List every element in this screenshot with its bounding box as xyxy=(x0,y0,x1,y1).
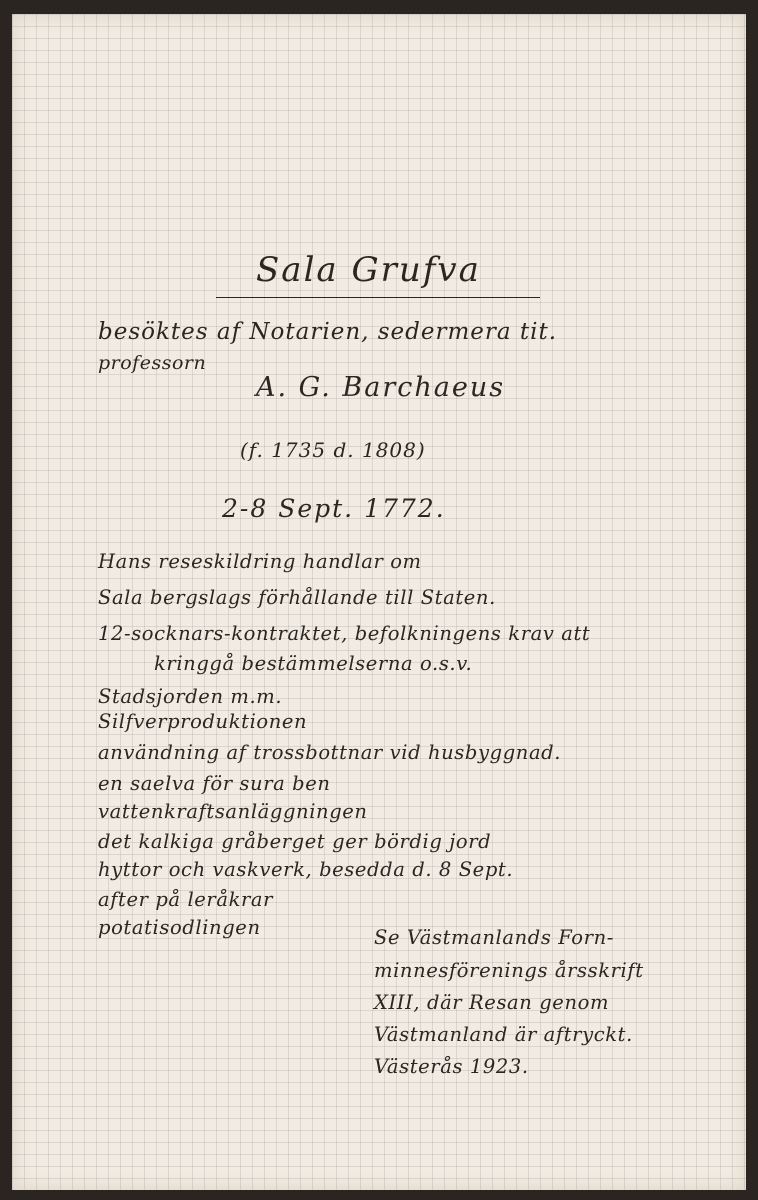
body-line: det kalkiga gråberget ger bördig jord xyxy=(98,830,492,853)
title-underline xyxy=(216,297,540,298)
body-line: kringgå bestämmelserna o.s.v. xyxy=(154,652,473,675)
intro-line-1: besöktes af Notarien, sedermera tit. xyxy=(98,319,558,345)
body-line: Stadsjorden m.m. xyxy=(98,685,283,708)
intro-line-2: professorn xyxy=(98,352,207,374)
body-line: Hans reseskildring handlar om xyxy=(98,550,422,573)
body-line: Sala bergslags förhållande till Staten. xyxy=(98,586,496,609)
document-page xyxy=(12,14,746,1190)
note-line: Se Västmanlands Forn- xyxy=(374,926,614,949)
body-line: Silfverproduktionen xyxy=(98,710,308,733)
body-line: 12-socknars-kontraktet, befolkningens krav att xyxy=(98,622,591,645)
body-line: potatisodlingen xyxy=(98,916,261,939)
note-line: XIII, där Resan genom xyxy=(374,991,610,1014)
note-line: Västerås 1923. xyxy=(374,1055,529,1078)
body-line: användning af trossbottnar vid husbyggnad. xyxy=(98,741,562,764)
body-line: en saelva för sura ben xyxy=(98,772,331,795)
life-dates: (f. 1735 d. 1808) xyxy=(240,438,426,462)
note-line: Västmanland är aftryckt. xyxy=(374,1023,633,1046)
person-name: A. G. Barchaeus xyxy=(256,372,506,403)
body-line: vattenkraftsanläggningen xyxy=(98,800,368,823)
visit-dates: 2-8 Sept. 1772. xyxy=(222,494,446,523)
document-title: Sala Grufva xyxy=(256,250,481,290)
note-line: minnesförenings årsskrift xyxy=(374,959,644,982)
body-line: hyttor och vaskverk, besedda d. 8 Sept. xyxy=(98,858,514,881)
body-line: after på leråkrar xyxy=(98,888,274,911)
